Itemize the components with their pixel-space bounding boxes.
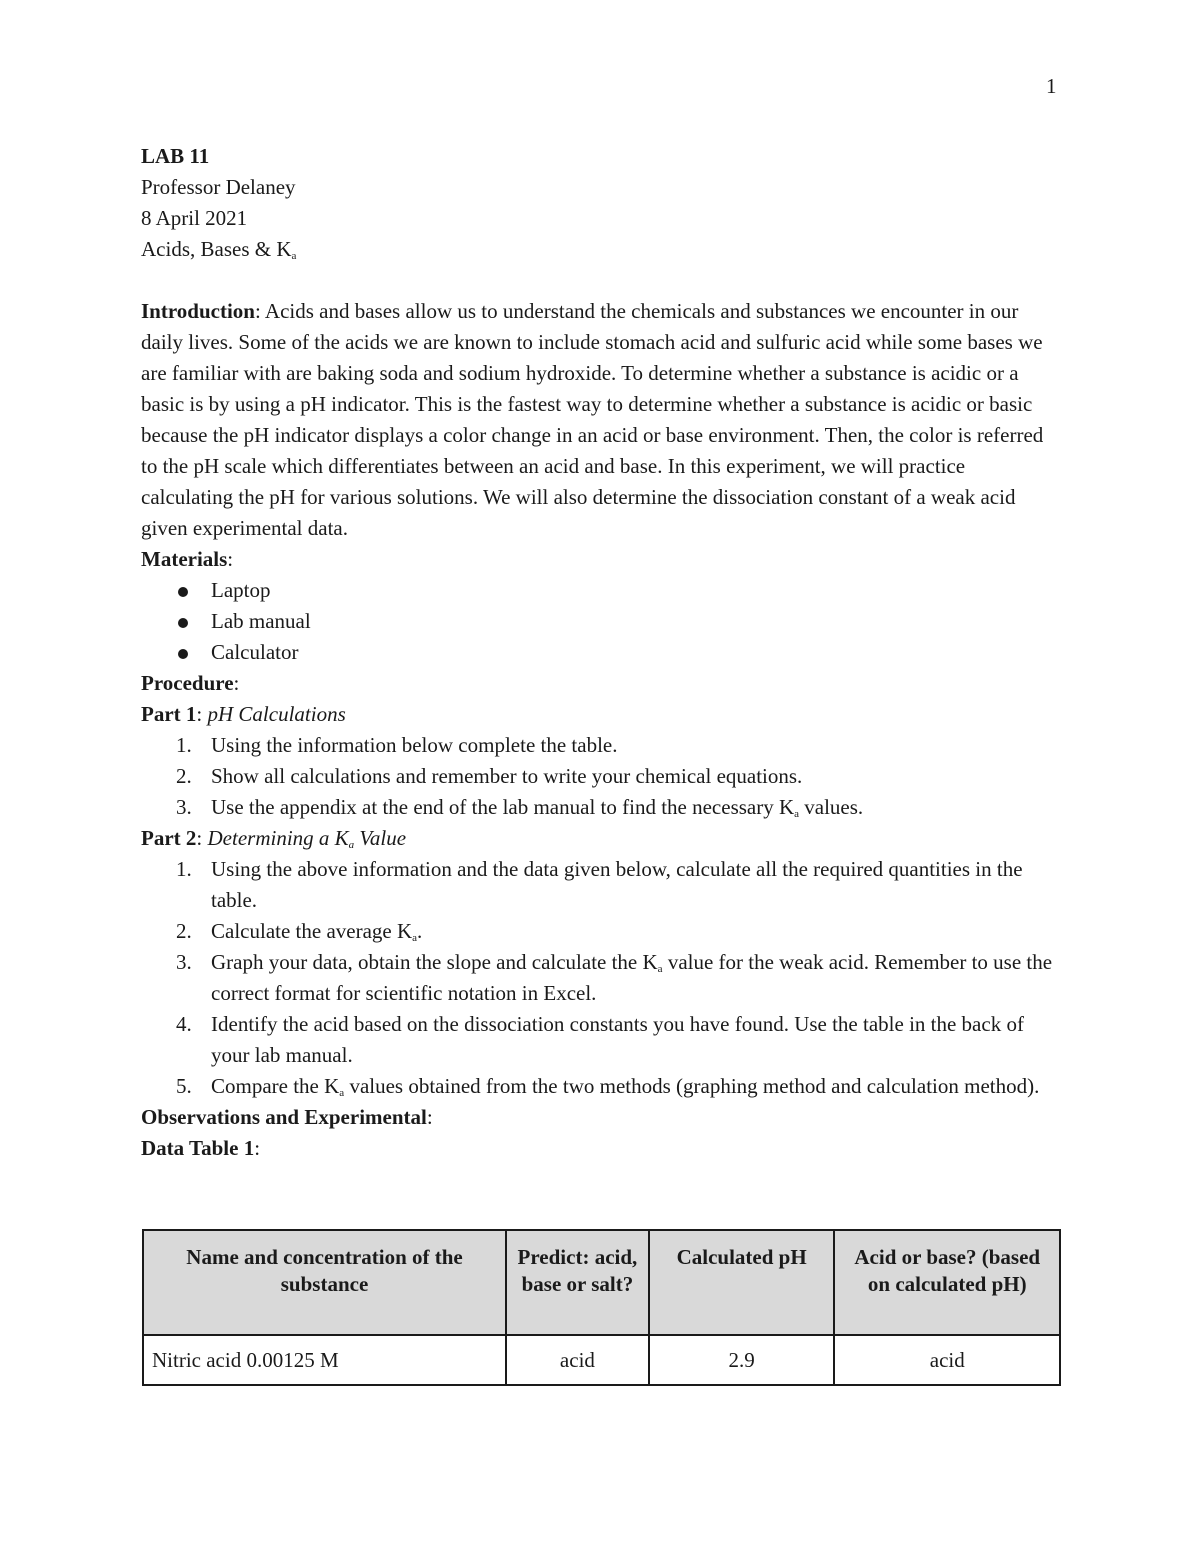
part1-title: pH Calculations [207,702,346,726]
table-header-row [143,1230,1060,1335]
part1-sep: : [196,702,208,726]
part2-title-text: Determining a K [207,826,349,850]
part2-steps [141,854,1061,1102]
step-subscript: a [339,1087,345,1099]
step-text-tail: . [417,919,423,943]
introduction-sep: : [254,299,261,323]
list-item [141,1071,1061,1102]
list-item [141,792,1061,823]
material-item: Calculator [211,640,299,664]
column-header: Acid or base? (based on calculated pH) [834,1230,1060,1335]
observations-label: Observations and Experimental [141,1105,427,1129]
step-number: 3. [176,795,192,819]
observations-sep: : [426,1105,433,1129]
data-table-1-sep: : [254,1136,261,1160]
part2-title-tail: Value [354,826,407,850]
introduction-text: Acids and bases allow us to understand the chemicals and substances we encounter in our daily lives. Some of the acids we are known to include stomach acid and sulfuric acid while some bases we are familiar with are baking soda and sodium hydroxide. To determine whether a substance is acidic or a basic is by using a pH indicator. This is the fastest way to determine whether a substance is acidic or basic because the pH indicator displays a color change in an acid or base environment. Then, the color is referred to the pH scale which differentiates between an acid and base. In this experiment, we will practice calculating the pH for various solutions. We will also determine the dissociation constant of a weak acid given experimental data. [141,299,1044,540]
step-subscript: a [412,932,418,944]
table-cell: acid [834,1335,1060,1385]
data-table-1 [142,1229,1061,1386]
bullet-icon [178,649,188,659]
part2-sep: : [196,826,208,850]
step-text: Use the appendix at the end of the lab manual to find the necessary K [211,795,795,819]
table-cell: 2.9 [649,1335,835,1385]
step-number: 1. [176,733,192,757]
data-table-1-label: Data Table 1 [141,1136,255,1160]
materials-label: Materials [141,547,228,571]
table-row [143,1335,1060,1385]
part1-label: Part 1 [141,702,197,726]
table-cell: Nitric acid 0.00125 M [143,1335,506,1385]
step-number: 1. [176,857,192,881]
step-text: Using the above information and the data given below, calculate all the required quantities in the table. [211,857,1023,912]
list-item [141,1009,1061,1071]
step-text: Graph your data, obtain the slope and calculate the K [211,950,658,974]
list-item [141,606,1061,637]
table-cell: acid [506,1335,649,1385]
list-item [141,637,1061,668]
professor-name: Professor Delaney [141,175,296,199]
materials-sep: : [227,547,234,571]
observations-heading [141,1102,1061,1133]
part1-heading [141,699,1061,730]
list-item [141,854,1061,916]
topic-subscript: a [291,250,297,262]
step-number: 3. [176,950,192,974]
procedure-heading [141,668,1061,699]
material-item: Laptop [211,578,271,602]
document-body [141,141,1061,1164]
material-item: Lab manual [211,609,311,633]
step-text-tail: values obtained from the two methods (graphing method and calculation method). [344,1074,1040,1098]
materials-heading [141,544,1061,575]
step-text-tail: values. [799,795,864,819]
step-number: 4. [176,1012,192,1036]
topic [141,234,1061,265]
list-item [141,730,1061,761]
lab-title: LAB 11 [141,144,210,168]
step-number: 2. [176,919,192,943]
part2-title-subscript: a [348,839,355,851]
step-number: 2. [176,764,192,788]
procedure-label: Procedure [141,671,234,695]
step-text: Using the information below complete the table. [211,733,618,757]
page-number: 1 [1046,74,1057,98]
introduction-paragraph [141,296,1061,544]
bullet-icon [178,618,188,628]
procedure-sep: : [233,671,240,695]
column-header: Name and concentration of the substance [143,1230,506,1335]
part2-title [208,826,407,850]
column-header: Calculated pH [649,1230,835,1335]
topic-text: Acids, Bases & K [141,237,292,261]
list-item [141,916,1061,947]
step-subscript: a [657,963,663,975]
list-item [141,761,1061,792]
step-text: Compare the K [211,1074,340,1098]
step-text-tail: value for the weak acid. Remember to use the correct format for scientific notation in Excel. [211,950,1053,1005]
part1-steps [141,730,1061,823]
materials-list [141,575,1061,668]
date: 8 April 2021 [141,206,248,230]
part2-heading [141,823,1061,854]
step-text: Calculate the average K [211,919,413,943]
bullet-icon [178,587,188,597]
step-number: 5. [176,1074,192,1098]
part2-label: Part 2 [141,826,197,850]
column-header: Predict: acid, base or salt? [506,1230,649,1335]
list-item [141,575,1061,606]
introduction-label: Introduction [141,299,255,323]
data-table-1-heading [141,1133,1061,1164]
list-item [141,947,1061,1009]
step-text: Show all calculations and remember to write your chemical equations. [211,764,803,788]
step-text: Identify the acid based on the dissociation constants you have found. Use the table in the back of your lab manual. [211,1012,1024,1067]
step-subscript: a [794,808,800,820]
